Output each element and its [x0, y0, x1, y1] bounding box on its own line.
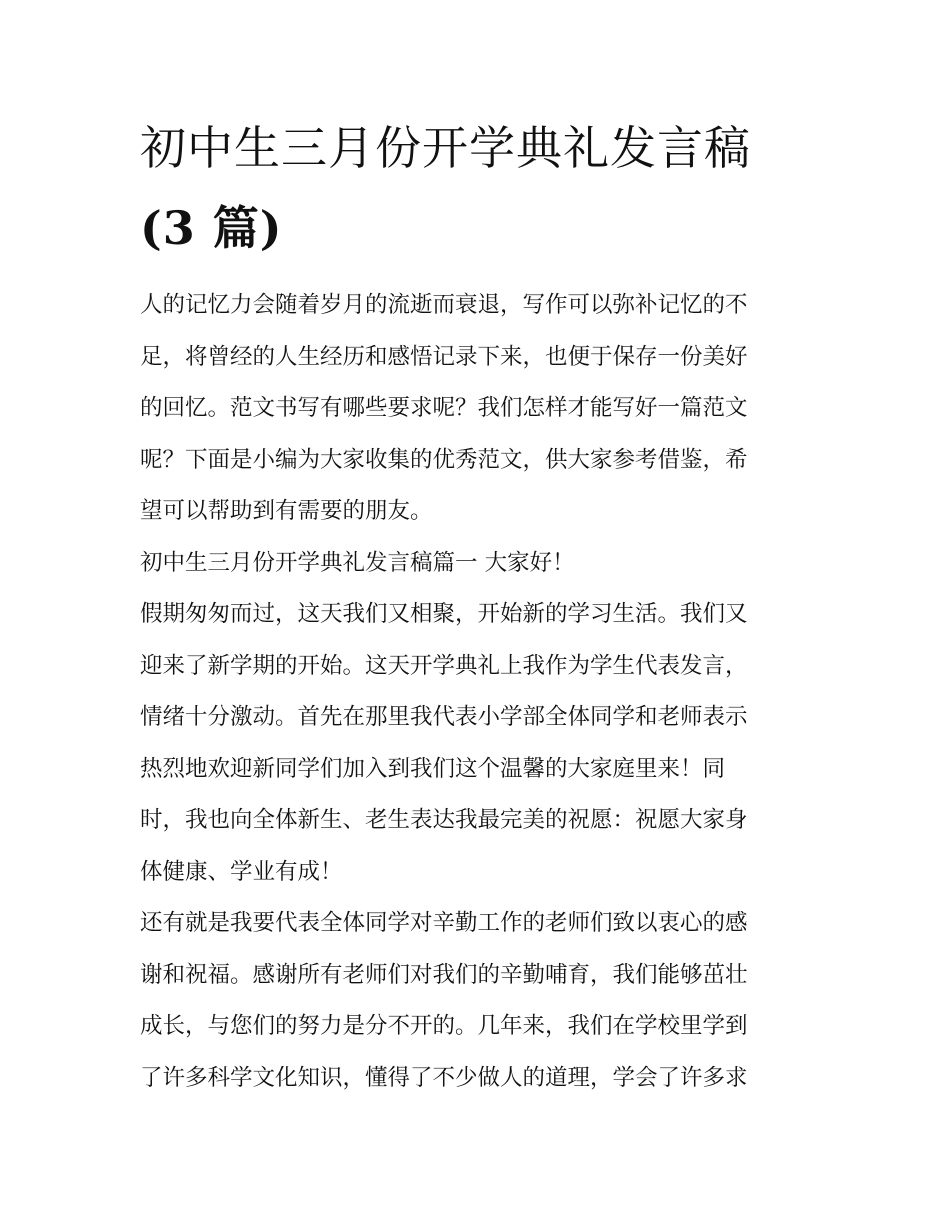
document-body [140, 108, 812, 1104]
text-line: 情绪十分激动。首先在那里我代表小学部全体同学和老师表示 [140, 704, 748, 730]
body-paragraph [140, 589, 812, 898]
text-line: 热烈地欢迎新同学们加入到我们这个温馨的大家庭里来！同 [140, 755, 726, 782]
page-title [140, 108, 812, 268]
section-heading [140, 538, 812, 590]
body-paragraph [140, 898, 812, 1104]
text-line: 体健康、学业有成！ [140, 858, 343, 885]
text-line: 足，将曾经的人生经历和感悟记录下来，也便于保存一份美好 [140, 343, 748, 370]
text-line: 假期匆匆而过，这天我们又相聚，开始新的学习生活。我们又 [140, 601, 748, 627]
intro-paragraph [140, 280, 812, 538]
text-line: 望可以帮助到有需要的朋友。 [140, 498, 433, 524]
text-line: 人的记忆力会随着岁月的流逝而衰退，写作可以弥补记忆的不 [140, 292, 748, 318]
text-line: 谢和祝福。感谢所有老师们对我们的辛勤哺育，我们能够茁壮 [140, 961, 748, 988]
title-line: (3 篇) [140, 201, 283, 255]
title-line: 初中生三月份开学典礼发言稿 [140, 121, 751, 175]
text-line: 成长，与您们的努力是分不开的。几年来，我们在学校里学到 [140, 1013, 748, 1039]
text-line: 迎来了新学期的开始。这天开学典礼上我作为学生代表发言， [140, 652, 748, 679]
text-line: 了许多科学文化知识，懂得了不少做人的道理，学会了许多求 [140, 1064, 748, 1091]
text-line: 呢？下面是小编为大家收集的优秀范文，供大家参考借鉴，希 [140, 446, 748, 473]
text-line: 还有就是我要代表全体同学对辛勤工作的老师们致以衷心的感 [140, 910, 748, 936]
text-line: 初中生三月份开学典礼发言稿篇一 大家好！ [140, 549, 575, 576]
text-line: 的回忆。范文书写有哪些要求呢？我们怎样才能写好一篇范文 [140, 395, 748, 421]
text-line: 时，我也向全体新生、老生表达我最完美的祝愿：祝愿大家身 [140, 807, 748, 833]
